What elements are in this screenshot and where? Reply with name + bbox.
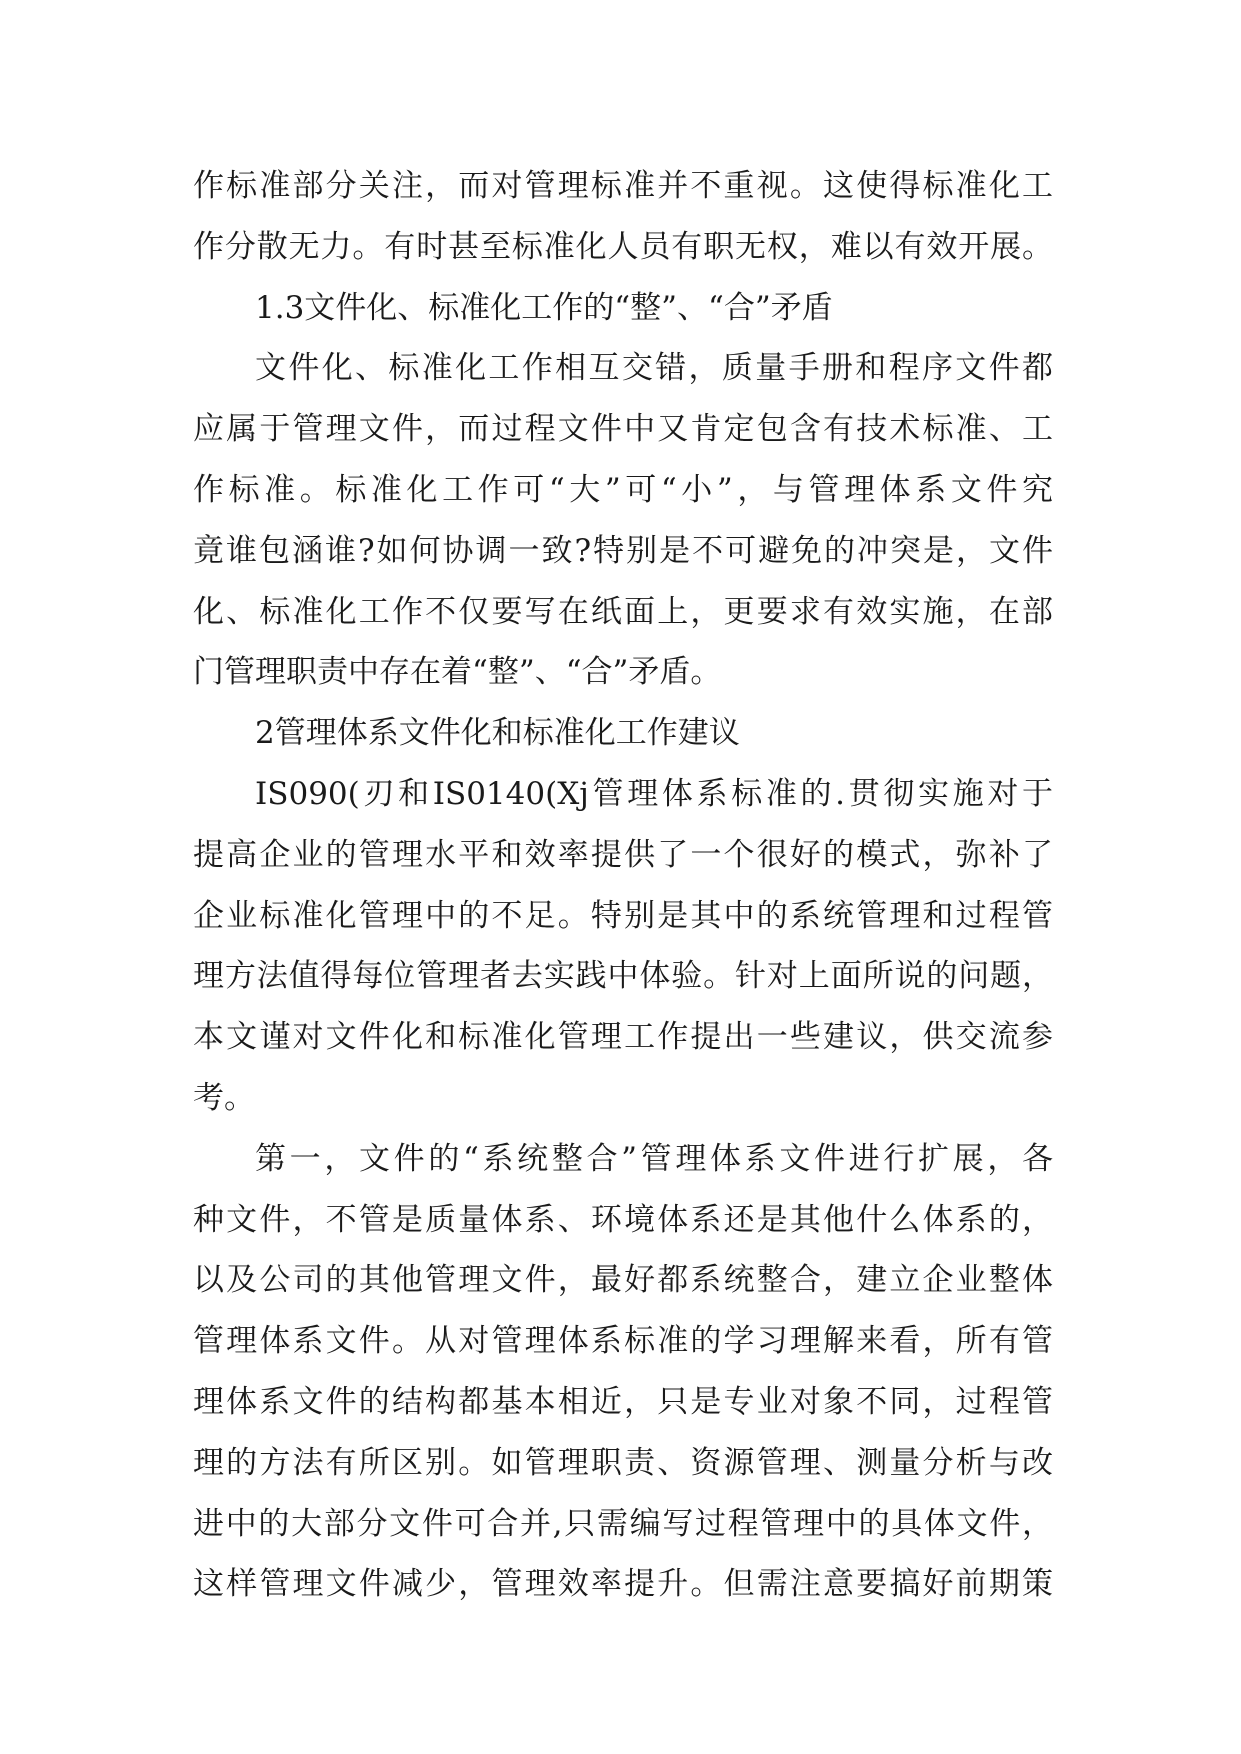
text-line: 理方法值得每位管理者去实践中体验。针对上面所说的问题， [193, 958, 1053, 995]
text-line: 考。 [193, 1079, 255, 1116]
text-line: 进中的大部分文件可合并,只需编写过程管理中的具体文件， [193, 1505, 1053, 1542]
text-line: 作标准。标准化工作可“大”可“小”，与管理体系文件究 [193, 471, 1053, 508]
text-line: 文件化、标准化工作相互交错，质量手册和程序文件都 [255, 350, 1053, 387]
text-line: 本文谨对文件化和标准化管理工作提出一些建议，供交流参 [193, 1019, 1053, 1056]
text-line: 理体系文件的结构都基本相近，只是专业对象不同，过程管 [193, 1383, 1053, 1420]
text-line: 以及公司的其他管理文件，最好都系统整合，建立企业整体 [193, 1262, 1053, 1299]
text-line: 作标准部分关注，而对管理标准并不重视。这使得标准化工 [193, 168, 1053, 204]
text-line: 种文件，不管是质量体系、环境体系还是其他什么体系的， [193, 1201, 1053, 1238]
text-line: 提高企业的管理水平和效率提供了一个很好的模式，弥补了 [193, 836, 1053, 873]
text-line: 门管理职责中存在着“整”、“合”矛盾。 [193, 654, 722, 691]
text-line: 理的方法有所区别。如管理职责、资源管理、测量分析与改 [193, 1444, 1053, 1481]
document-body [193, 156, 1053, 1615]
text-line: 应属于管理文件，而过程文件中又肯定包含有技术标准、工 [193, 411, 1053, 448]
text-line: IS090(刃和IS0140(Xj管理体系标准的.贯彻实施对于 [255, 775, 1053, 812]
text-line: 管理体系文件。从对管理体系标准的学习理解来看，所有管 [193, 1323, 1053, 1360]
text-line: 竟谁包涵谁?如何协调一致?特别是不可避免的冲突是，文件 [193, 532, 1053, 569]
text-line: 第一，文件的“系统整合”管理体系文件进行扩展，各 [255, 1140, 1053, 1177]
text-line: 作分散无力。有时甚至标准化人员有职无权，难以有效开展。 [193, 228, 1053, 265]
text-line: 这样管理文件减少，管理效率提升。但需注意要搞好前期策 [193, 1566, 1053, 1603]
text-line: 化、标准化工作不仅要写在纸面上，更要求有效实施，在部 [193, 593, 1053, 630]
section-heading: 1.3文件化、标准化工作的“整”、“合”矛盾 [255, 289, 833, 326]
section-heading: 2管理体系文件化和标准化工作建议 [255, 715, 740, 752]
text-line: 企业标准化管理中的不足。特别是其中的系统管理和过程管 [193, 897, 1053, 934]
